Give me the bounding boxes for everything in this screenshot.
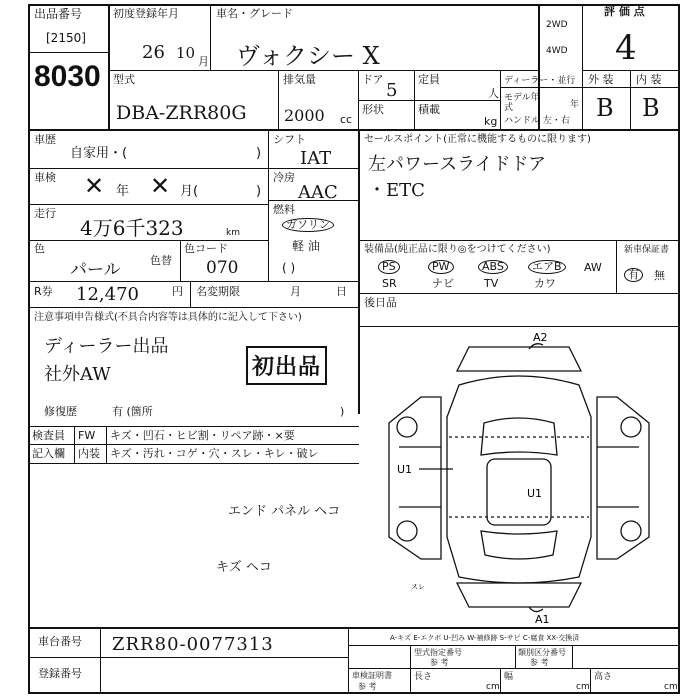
door-label: ドア	[362, 73, 384, 86]
aircon-value: AAC	[298, 182, 338, 203]
divider	[582, 87, 680, 88]
color-change-label: 色替	[150, 254, 172, 267]
repair-history-label: 修復歴	[44, 405, 77, 418]
divider	[106, 426, 107, 463]
handle-label: ハンドル 左・右	[504, 116, 570, 126]
divider	[500, 668, 501, 694]
damage-a1-front: A1	[535, 613, 550, 626]
equip-leather: カワ	[534, 277, 556, 290]
divider	[268, 131, 269, 281]
divider	[278, 70, 279, 129]
fuel-diesel: 軽 油	[292, 239, 320, 253]
body-shape-label: 形状	[362, 103, 384, 116]
later-items-label: 後日品	[364, 296, 397, 309]
history-value: 自家用・(	[70, 146, 128, 161]
damage-a2-rear: A2	[533, 331, 548, 344]
notes-title: 注意事項申告様式(不具合内容等は具体的に記入して下さい)	[34, 312, 302, 323]
name-change-month: 月	[290, 285, 301, 298]
first-listing-stamp: 初出品	[246, 346, 327, 385]
recycle-label: R券	[34, 285, 53, 298]
exterior-label: 外 装	[588, 73, 614, 86]
name-change-day: 日	[336, 285, 347, 298]
divider	[582, 70, 583, 129]
first-registration-label: 初度登録年月	[113, 7, 179, 20]
equip-aw: AW	[584, 261, 602, 274]
color-code-label: 色コード	[184, 242, 228, 255]
remark-endpanel: エンド パネル ヘコ	[228, 504, 341, 519]
lot-label: 出品番号	[34, 7, 83, 21]
lot-sub-number: [2150]	[46, 31, 86, 45]
damage-legend: A-キズ E-エクボ U-凹み W-補修跡 S-サビ C-腐食 XX-交換済	[390, 634, 580, 642]
shaken-year-mark: ✕	[84, 172, 105, 200]
fuel-gasoline-circled: ガソリン	[282, 218, 334, 232]
warranty-label: 新車保証書	[624, 245, 670, 255]
door-count: 5	[386, 80, 398, 101]
aircon-label: 冷房	[273, 171, 295, 184]
divider	[28, 627, 680, 629]
divider	[630, 70, 631, 129]
warranty-yes: 有	[624, 268, 643, 282]
remark-scratch: キズ ヘコ	[216, 560, 272, 575]
shift-label: シフト	[273, 133, 306, 146]
shift-value: IAT	[300, 148, 332, 169]
divider	[28, 463, 359, 464]
lot-number: 8030	[34, 60, 101, 93]
dealer-parallel-label: ディーラー・並行	[504, 76, 576, 86]
mileage-value: 4万6千323	[80, 216, 184, 240]
displacement: 2000	[284, 106, 325, 125]
divider	[500, 70, 501, 129]
first-registration-month: 10	[176, 44, 196, 62]
cert-sub: 参 考	[358, 682, 377, 691]
inspector-row2-items: キズ・汚れ・コゲ・穴・スレ・キレ・破レ	[110, 447, 319, 460]
divider	[515, 645, 516, 668]
shaken-close: )	[256, 184, 262, 199]
name-change-label: 名変期限	[196, 285, 240, 298]
color-label: 色	[34, 242, 45, 255]
chassis-number: ZRR80-0077313	[112, 634, 274, 655]
classification-sub: 参 考	[530, 658, 549, 667]
recycle-value: 12,470	[76, 284, 139, 305]
classification-label: 類別区分番号	[518, 648, 566, 657]
divider	[28, 657, 348, 658]
divider	[108, 4, 110, 129]
sales-point-1: 左パワースライドドア	[368, 154, 547, 175]
divider	[180, 240, 181, 281]
model-year-label: モデル年式	[504, 93, 540, 113]
load-label: 積載	[418, 103, 440, 116]
divider	[348, 645, 680, 646]
fuel-other: ( )	[282, 261, 296, 275]
equip-airbag: エアB	[528, 260, 566, 274]
shaken-label: 車検	[34, 171, 56, 184]
inspector-row2-label: 記入欄	[32, 447, 65, 460]
displacement-label: 排気量	[283, 73, 316, 86]
length-unit: cm	[486, 682, 500, 692]
equip-ps: PS	[378, 260, 400, 274]
history-close: )	[256, 146, 262, 161]
notes-line-1: ディーラー出品	[44, 336, 169, 357]
divider	[616, 240, 617, 293]
equip-tv: TV	[484, 277, 499, 290]
repair-history-value: 有 (箇所	[112, 405, 153, 418]
first-registration-year: 26	[142, 42, 165, 63]
divider	[28, 426, 359, 427]
registration-number-label: 登録番号	[38, 667, 82, 680]
type-designation-label: 型式指定番号	[414, 648, 462, 657]
drive-4wd: 4WD	[546, 46, 568, 56]
inspector-row1-items: キズ・凹石・ヒビ割・リペア跡・×要	[110, 429, 295, 442]
car-name-label: 車名・グレード	[216, 7, 293, 20]
recycle-unit: 円	[172, 285, 183, 298]
divider	[582, 4, 583, 70]
divider	[28, 307, 359, 308]
load-unit: kg	[484, 115, 498, 128]
drive-2wd: 2WD	[546, 20, 568, 30]
model-code-label: 型式	[113, 73, 135, 86]
equip-abs: ABS	[478, 260, 508, 274]
repair-history-close: )	[340, 405, 345, 418]
sales-points-title: セールスポイント(正常に機能するものに限ります)	[364, 134, 591, 145]
inspector-row1-label: 検査員	[32, 429, 65, 442]
length-label: 長さ	[414, 672, 433, 682]
model-year-unit: 年	[570, 100, 580, 110]
divider	[582, 70, 680, 71]
divider	[572, 645, 573, 668]
divider	[28, 444, 359, 445]
damage-u1-roof: U1	[527, 487, 543, 500]
fuel-label: 燃料	[273, 203, 295, 216]
divider	[28, 129, 680, 131]
sales-point-2: ・ETC	[368, 180, 425, 201]
divider	[210, 4, 211, 70]
capacity-label: 定員	[418, 73, 440, 86]
grade-label: 評 価 点	[604, 5, 645, 18]
displacement-unit: cc	[340, 113, 353, 126]
exterior-grade: B	[596, 94, 614, 122]
equip-pw: PW	[428, 260, 454, 274]
equip-sr: SR	[382, 277, 397, 290]
equipment-title: 装備品(純正品に限り◎をつけてください)	[364, 244, 551, 255]
model-code: DBA-ZRR80G	[116, 102, 247, 124]
color-value: パール	[70, 260, 121, 280]
mileage-unit: km	[226, 228, 240, 238]
divider	[410, 645, 411, 694]
divider	[28, 281, 359, 282]
height-label: 高さ	[594, 672, 613, 682]
interior-label: 内 装	[636, 73, 662, 86]
chassis-label: 車台番号	[38, 635, 82, 648]
type-designation-sub: 参 考	[430, 658, 449, 667]
divider	[348, 627, 349, 694]
shaken-year-unit: 年	[116, 184, 130, 199]
divider	[590, 668, 591, 694]
divider	[358, 100, 500, 101]
color-code: 070	[206, 258, 239, 278]
divider	[190, 281, 191, 307]
history-label: 車歴	[34, 133, 56, 146]
divider	[28, 52, 108, 53]
divider	[100, 627, 101, 694]
height-unit: cm	[664, 682, 678, 692]
divider	[359, 240, 680, 241]
capacity-unit: 人	[488, 87, 499, 100]
warranty-no: 無	[654, 269, 665, 282]
equip-navi: ナビ	[432, 277, 454, 290]
width-unit: cm	[576, 682, 590, 692]
divider	[348, 668, 680, 669]
divider	[500, 87, 582, 88]
vehicle-damage-diagram	[359, 327, 680, 627]
cert-label: 車検証明書	[352, 671, 392, 680]
divider	[74, 426, 75, 463]
shaken-month-unit: 月(	[180, 184, 199, 199]
divider	[28, 204, 269, 205]
notes-line-2: 社外AW	[44, 364, 111, 385]
mileage-label: 走行	[34, 207, 56, 220]
car-name: ヴォクシー X	[236, 42, 380, 70]
month-unit: 月	[198, 55, 209, 68]
interior-grade: B	[642, 94, 660, 122]
shaken-month-mark: ✕	[150, 172, 171, 200]
damage-small-mark: スレ	[411, 583, 425, 591]
divider	[359, 293, 680, 294]
inspector-row2-type: 内装	[78, 447, 100, 460]
inspector-row1-type: FW	[78, 429, 96, 442]
width-label: 幅	[504, 672, 514, 682]
damage-u1-left: U1	[397, 463, 413, 476]
overall-grade: 4	[615, 28, 637, 68]
